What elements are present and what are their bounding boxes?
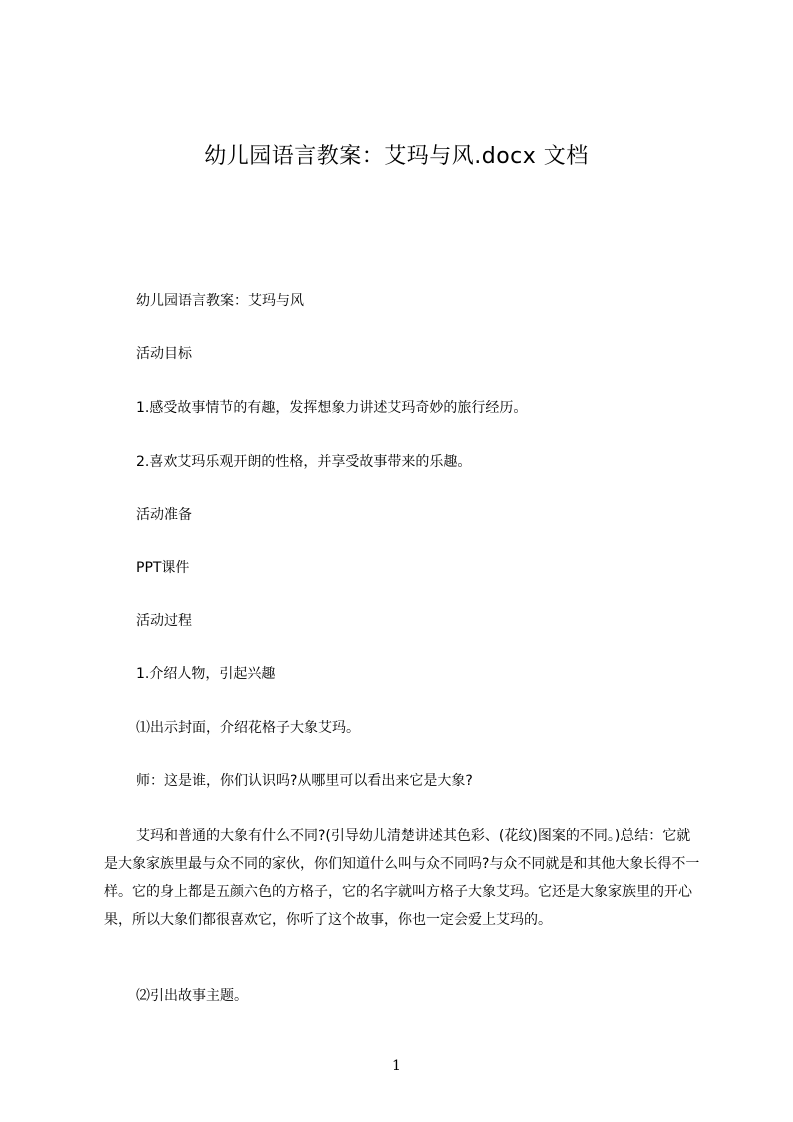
body-paragraph: 艾玛和普通的大象有什么不同?(引导幼儿清楚讲述其色彩、(花纹)图案的不同。)总结：它就是大象家族里最与众不同的家伙，你们知道什么叫与众不同吗?与众不同就是和其他大象长得不一样。它的身上都是五颜六色的方格子，它的名字就叫方格子大象艾玛。它还是大象家族里的开心果，所以大象们都很喜欢它，你听了这个故事，你也一定会爱上艾玛的。 [104, 828, 700, 928]
document-title: 幼儿园语言教案：艾玛与风.docx 文档 [204, 144, 589, 169]
objective-item-1: 1.感受故事情节的有趣，发挥想象力讲述艾玛奇妙的旅行经历。 [136, 400, 528, 416]
page-number: 1 [392, 1058, 401, 1074]
section-heading-preparation: 活动准备 [136, 507, 192, 523]
process-substep-2: ⑵引出故事主题。 [136, 988, 248, 1004]
preparation-item: PPT课件 [136, 560, 190, 576]
lesson-heading: 幼儿园语言教案：艾玛与风 [136, 293, 304, 309]
process-step-1: 1.介绍人物，引起兴趣 [136, 666, 276, 682]
teacher-question: 师：这是谁，你们认识吗?从哪里可以看出来它是大象? [136, 773, 473, 789]
section-heading-process: 活动过程 [136, 613, 192, 629]
section-heading-objectives: 活动目标 [136, 346, 192, 362]
process-substep-1: ⑴出示封面，介绍花格子大象艾玛。 [136, 720, 360, 736]
objective-item-2: 2.喜欢艾玛乐观开朗的性格，并享受故事带来的乐趣。 [136, 454, 472, 470]
